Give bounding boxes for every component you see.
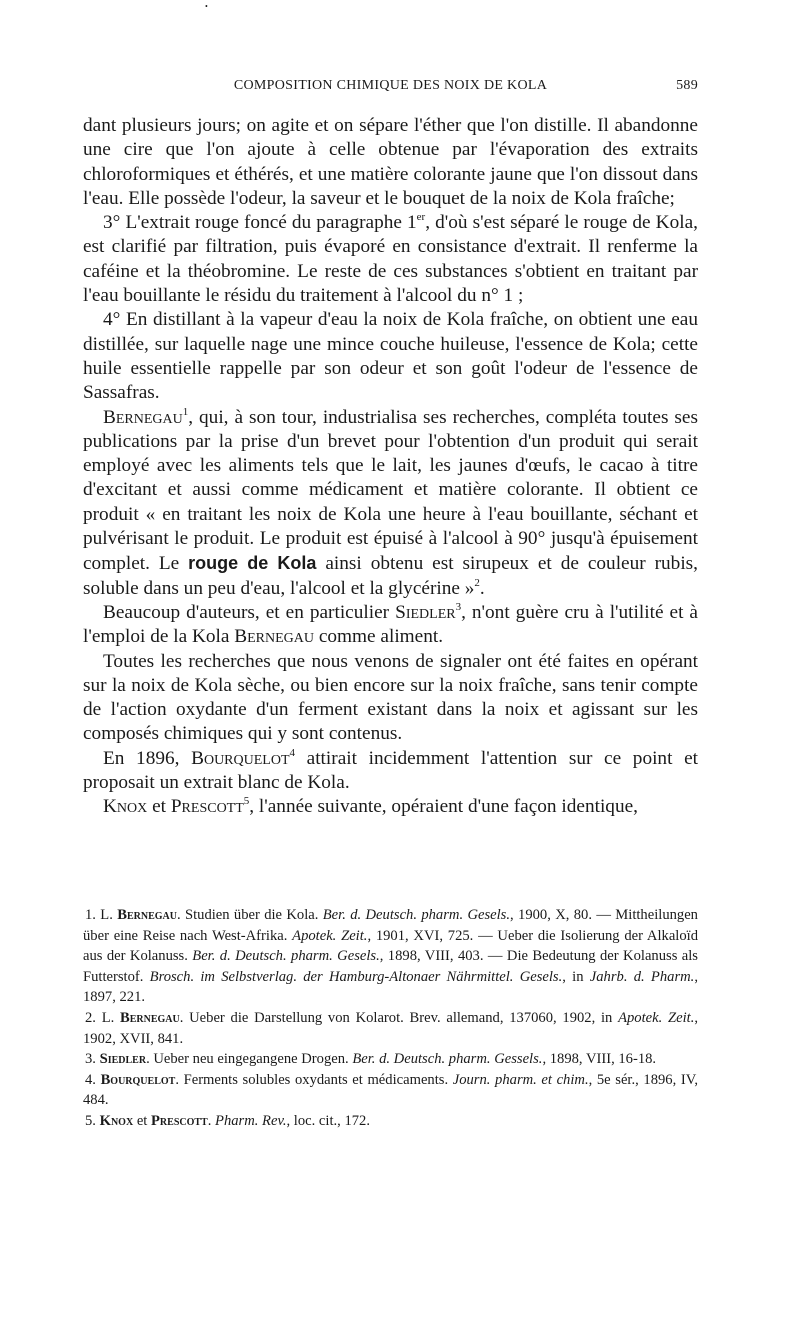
superscript: er <box>416 211 426 224</box>
page-mark: • <box>205 2 208 11</box>
footnote-text: , 1898, VIII, 403. — Die Bedeutung der Kolanuss als Futterstof. <box>83 948 698 985</box>
paragraph-text: ainsi obtenu est sirupeux et de couleur rubis, soluble dans un peu d'eau, l'alcool et la glycérine » <box>83 553 698 599</box>
paragraph-text: , l'année suivante, opéraient d'une façon identique, <box>249 796 638 818</box>
body-text <box>83 114 698 820</box>
footnote-text: , 1898, VIII, 16-18. <box>542 1051 657 1068</box>
paragraph-text: , n'ont guère cru à l'utilité et à l'emploi de la Kola <box>83 601 698 648</box>
footnote-text: . Ueber neu eingegangene Drogen. <box>146 1051 353 1068</box>
author-name: Bourquelot <box>191 747 290 769</box>
running-header <box>83 78 698 94</box>
footnote-number: 5. <box>85 1112 100 1129</box>
paragraph-5 <box>83 601 698 650</box>
journal-title: Journ. pharm. et chim. <box>452 1071 589 1088</box>
paragraph-text: , qui, à son tour, industrialisa ses recherches, compléta toutes ses publications par la prise d'un brevet pour l'obtention d'un produit qui serait employé avec les aliments tels que le lait, les jaunes d'œufs, le cacao à titre d'excitant et aussi comme médicament et matière colorante. Il obtient ce produit « en traitant les noix de Kola une heure à l'eau bouillante, séchant et pulvérisant le produit. Le produit est épuisé à l'alcool à 90° jusqu'à épuisement complet. Le <box>83 406 698 575</box>
footnote-ref: 3 <box>455 600 462 613</box>
paragraph-text: comme aliment. <box>314 626 444 648</box>
paragraph-2 <box>83 211 698 308</box>
paragraph-text: dant plusieurs jours; on agite et on sépare l'éther que l'on distille. Il abandonne une cire que l'on ajoute à celle obtenue par l'évaporation des extraits chloroformiques et éthérés, et une matière colorante jaune que l'on dissout dans l'eau. Elle possède l'odeur, la saveur et le bouquet de la noix de Kola fraîche; <box>83 115 698 209</box>
footnote-number: 3. <box>85 1051 100 1068</box>
author-name: Knox <box>103 796 148 818</box>
author-name: Bernegau <box>117 907 177 923</box>
footnote-ref: 1 <box>182 405 189 418</box>
footnote-number: 2. L. <box>85 1009 120 1026</box>
paragraph-text: et <box>147 796 171 818</box>
footnote-text: , 1902, XVII, 841. <box>83 1009 698 1047</box>
paragraph-text: . <box>479 577 485 599</box>
paragraph-3 <box>83 308 698 405</box>
footnote-text: , in <box>562 968 590 985</box>
footnote-ref: 4 <box>289 746 295 759</box>
author-name: Prescott <box>170 796 244 818</box>
footnote-3 <box>83 1049 698 1070</box>
footnote-text: . Ferments solubles oxydants et médicaments. <box>175 1071 453 1088</box>
footnote-number: 4. <box>85 1071 101 1088</box>
journal-title: Apotek. Zeit. <box>618 1009 695 1026</box>
author-name: Siedler <box>99 1051 147 1068</box>
journal-title: Jahrb. d. Pharm. <box>589 968 695 985</box>
journal-title: Ber. d. Deutsch. pharm. Gesels. <box>192 948 380 965</box>
header-title: COMPOSITION CHIMIQUE DES NOIX DE KOLA <box>233 78 548 93</box>
footnote-ref: 2 <box>474 576 480 589</box>
author-name: Bernegau <box>103 406 183 428</box>
author-name: Knox <box>99 1112 134 1129</box>
paragraph-text: En 1896, <box>103 747 192 769</box>
author-name: Bernegau <box>234 626 315 648</box>
footnote-text: , 1900, X, 80. — Mittheilungen über eine Reise nach West-Afrika. <box>83 907 698 944</box>
journal-title: Ber. d. Deutsch. pharm. Gessels. <box>352 1051 543 1068</box>
footnote-text: , 1901, XVI, 725. — Ueber die Isolierung der Alkaloïd aus der Kolanuss. <box>83 927 699 965</box>
paragraph-1 <box>83 114 698 211</box>
author-name: Bourquelot <box>100 1071 176 1088</box>
author-name: Siedler <box>395 601 456 623</box>
journal-title: Brosch. im Selbstverlag. der Hamburg-Altonaer Nährmittel. Gesels. <box>149 968 563 985</box>
footnote-ref: 5 <box>243 795 250 808</box>
paragraph-text: 3° L'extrait rouge foncé du paragraphe 1 <box>103 212 417 234</box>
footnote-text: , 5e sér., 1896, IV, 484. <box>83 1071 699 1109</box>
page-number: 589 <box>676 78 698 93</box>
footnote-4 <box>83 1070 698 1111</box>
journal-title: Apotek. Zeit. <box>292 927 368 944</box>
paragraph-text: Beaucoup d'auteurs, et en particulier <box>103 601 396 623</box>
footnote-text: et <box>133 1112 152 1129</box>
paragraph-text: 4° En distillant à la vapeur d'eau la noix de Kola fraîche, on obtient une eau distillée, sur laquelle nage une mince couche huileuse, l'essence de Kola; cette huile essentielle rappelle par son odeur et son goût l'odeur de l'essence de Sassafras. <box>83 309 698 404</box>
footnote-text: , 1897, 221. <box>83 968 698 1006</box>
paragraph-7 <box>83 747 698 796</box>
author-name: Prescott <box>151 1112 208 1129</box>
paragraph-text: Toutes les recherches que nous venons de signaler ont été faites en opérant sur la noix de Kola sèche, ou bien encore sur la noix fraîche, sans tenir compte de l'action oxydante d'un ferment existant dans la noix et agissant sur les composés chimiques qui y sont contenus. <box>83 650 698 745</box>
footnote-5 <box>83 1111 698 1132</box>
paragraph-4 <box>83 406 698 601</box>
author-name: Bernegau <box>120 1009 180 1026</box>
paragraph-8 <box>83 795 698 819</box>
footnote-2 <box>83 1008 698 1049</box>
footnote-1 <box>83 905 698 1008</box>
footnote-text: . <box>207 1112 216 1129</box>
journal-title: Ber. d. Deutsch. pharm. Gesels. <box>322 907 511 923</box>
footnote-text: . Ueber die Darstellung von Kolarot. Brev. allemand, 137060, 1902, in <box>179 1009 619 1026</box>
paragraph-6 <box>83 650 698 747</box>
paragraph-text: attirait incidemment l'attention sur ce point et proposait un extrait blanc de Kola. <box>83 747 698 794</box>
footnote-text: . Studien über die Kola. <box>176 907 323 923</box>
journal-title: Pharm. Rev. <box>215 1112 287 1129</box>
footnote-number: 1. L. <box>85 907 118 923</box>
footnotes <box>83 905 698 1132</box>
footnote-text: , loc. cit., 172. <box>286 1112 370 1129</box>
paragraph-text: , d'où s'est séparé le rouge de Kola, est clarifié par filtration, puis évaporé en consistance d'extrait. Il renferme la caféine et la théobromine. Le reste de ces substances s'obtient en traitant par l'eau bouillante le résidu du traitement à l'alcool du n° 1 ; <box>83 212 698 307</box>
bold-term: rouge de Kola <box>188 553 317 574</box>
